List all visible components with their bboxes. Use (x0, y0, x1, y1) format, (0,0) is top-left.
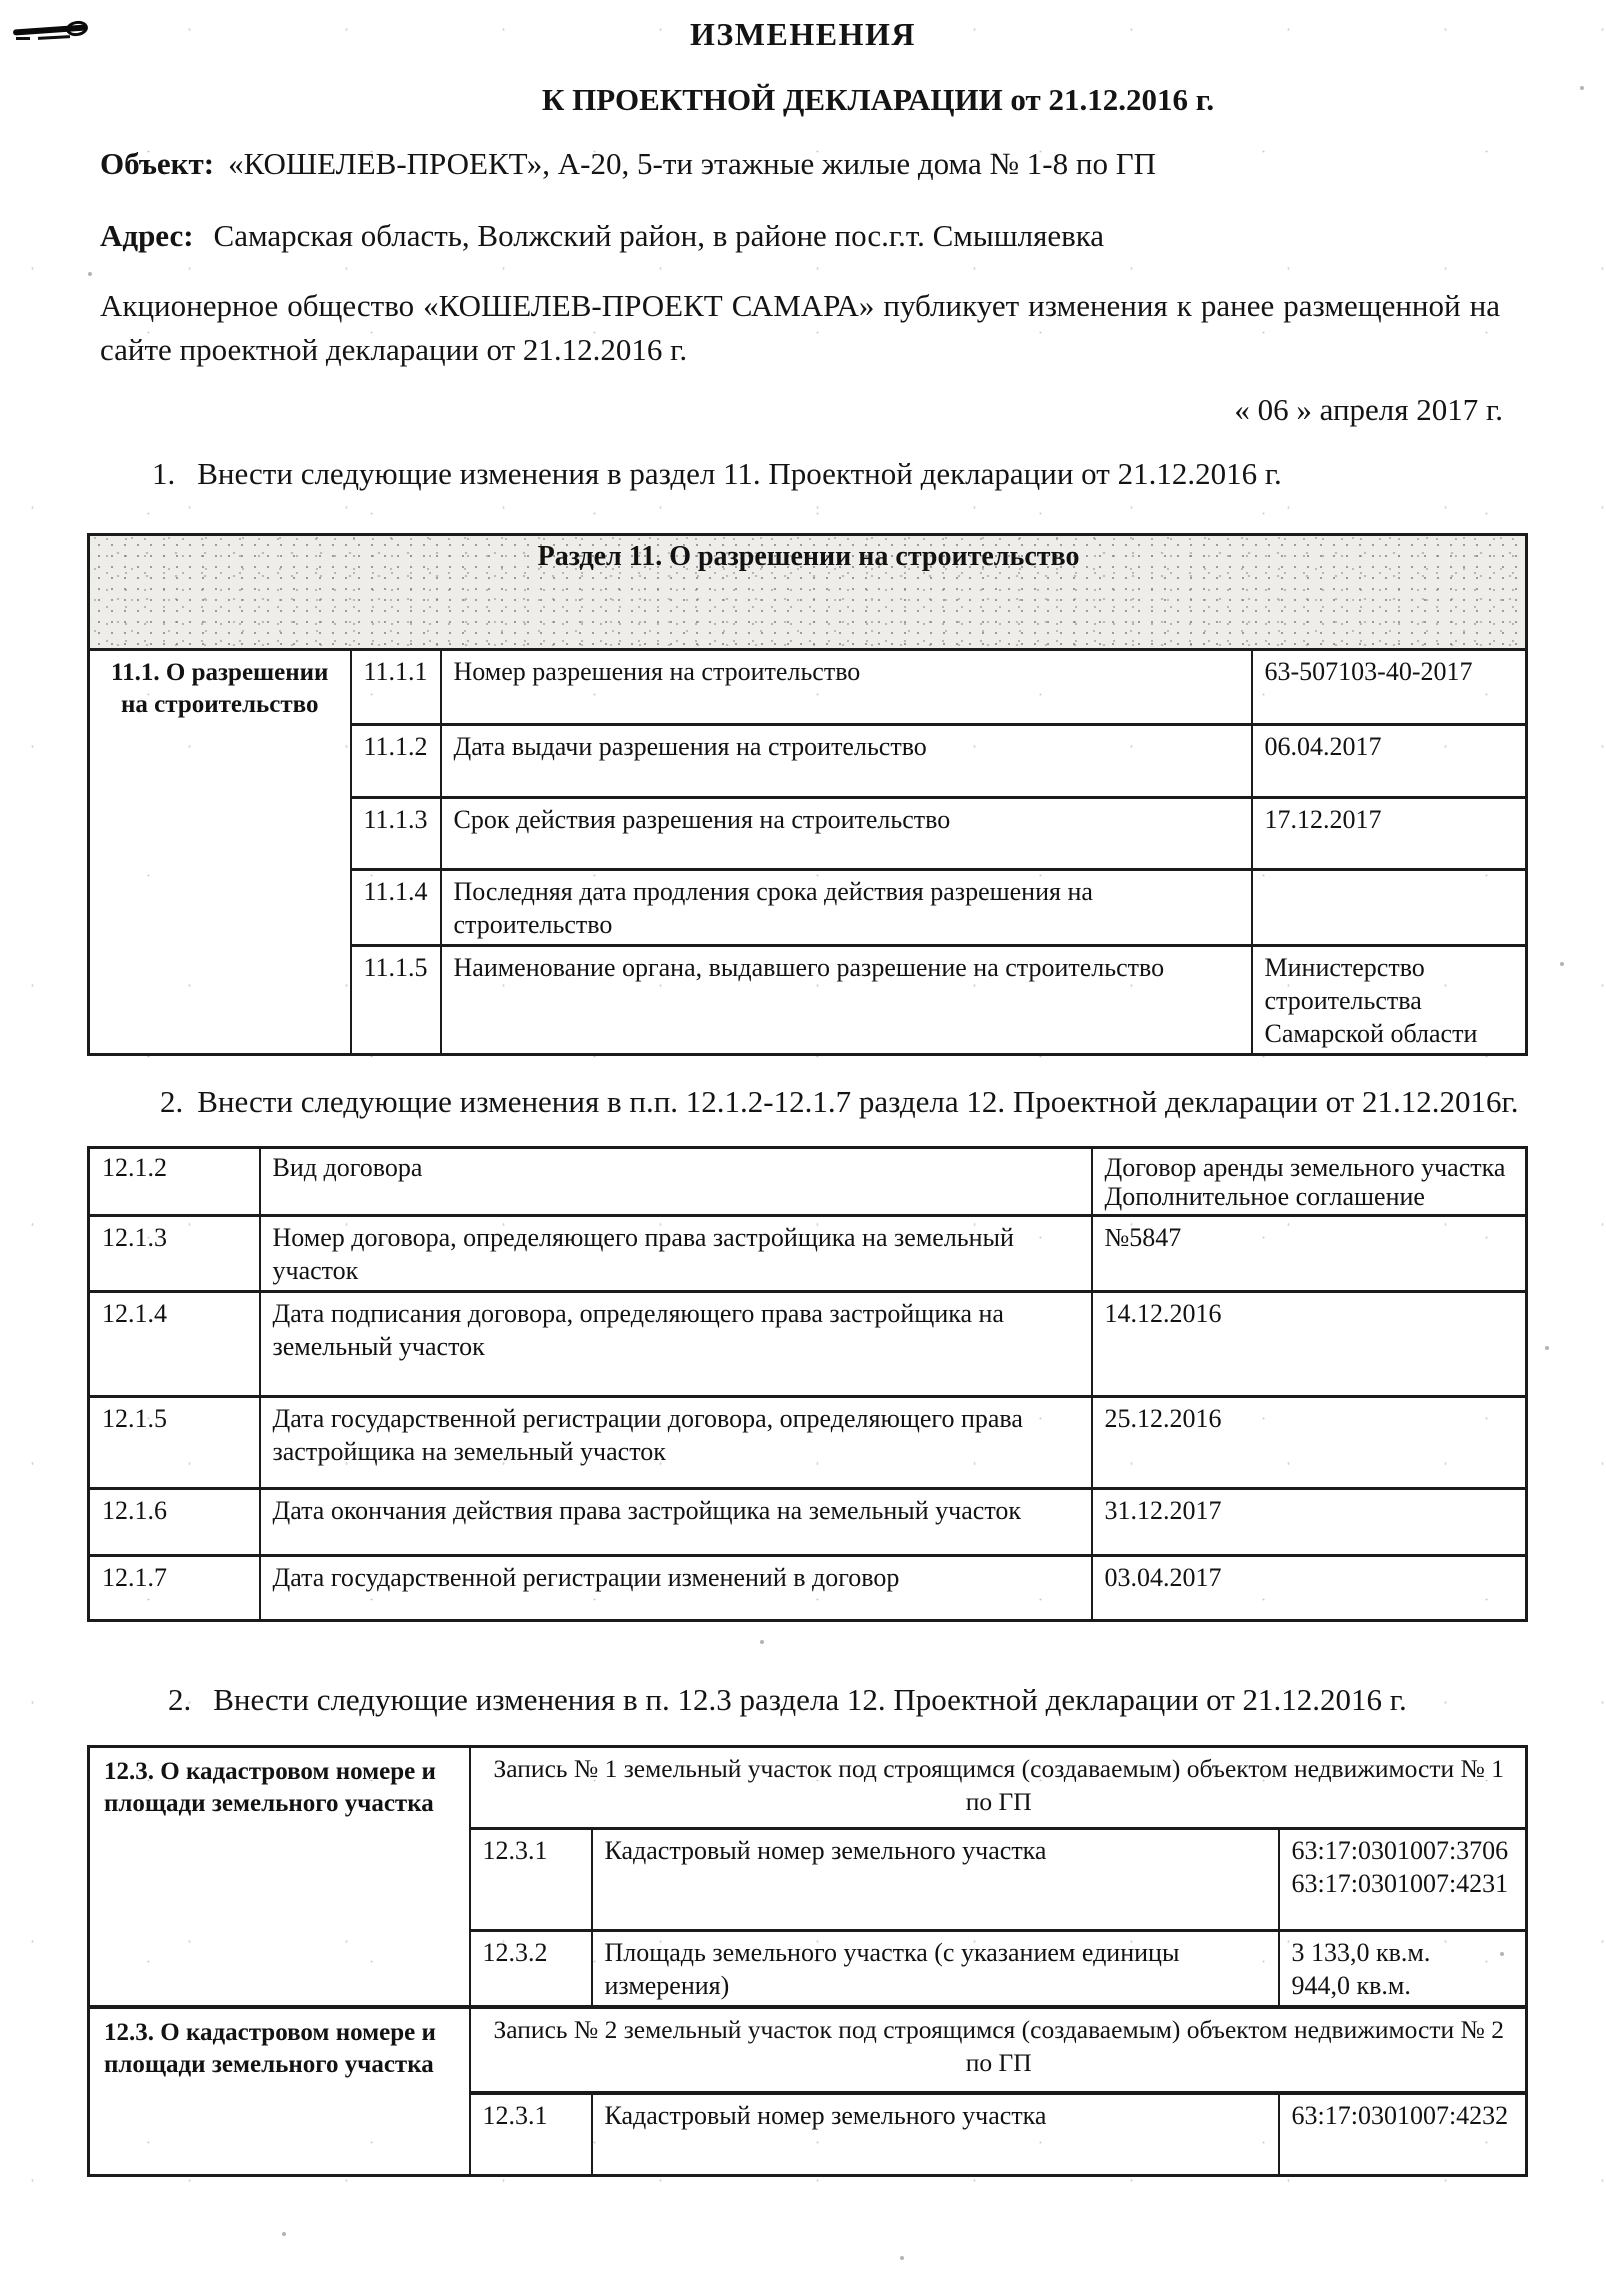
row-group-label-cell: 12.3. О кадастровом номере и площади земельного участка (89, 1747, 470, 2008)
table-row (89, 1216, 1527, 1292)
doc-subtitle: К ПРОЕКТНОЙ ДЕКЛАРАЦИИ от 21.12.2016 г. (541, 82, 1215, 117)
row-number-cell: 12.1.6 (89, 1489, 260, 1556)
value-line: Дополнительное соглашение (1104, 1182, 1425, 1211)
row-label-cell: Срок действия разрешения на строительство (441, 798, 1252, 870)
value-line: 14.12.2016 (1104, 1299, 1222, 1328)
scan-speck (760, 1640, 764, 1644)
table-row (89, 1489, 1527, 1556)
row-value-cell: 06.04.2017 (1252, 725, 1527, 798)
value-line: 63:17:0301007:4231 (1291, 1869, 1509, 1898)
table-row (89, 1556, 1527, 1621)
row-label-cell: Номер договора, определяющего права застройщика на земельный участок (260, 1216, 1092, 1292)
address-line (100, 218, 1104, 254)
row-label-cell: Кадастровый номер земельного участка (592, 1829, 1279, 1931)
row-number-cell: 12.1.4 (89, 1292, 260, 1397)
table-row (89, 2007, 1527, 2093)
row-value-cell (1092, 1148, 1527, 1216)
row-value-cell (1252, 870, 1527, 946)
record-header-cell: Запись № 2 земельный участок под строящимся (создаваемым) объектом недвижимости № 2 по ГП (470, 2007, 1527, 2093)
row-label-cell: Вид договора (260, 1148, 1092, 1216)
row-value-cell (1092, 1216, 1527, 1292)
row-value-cell (1092, 1292, 1527, 1397)
value-line: 944,0 кв.м. (1291, 1971, 1411, 2000)
row-value-cell (1092, 1556, 1527, 1621)
row-label-cell: Дата подписания договора, определяющего права застройщика на земельный участок (260, 1292, 1092, 1397)
object-label: Объект: (100, 146, 215, 181)
row-label-cell: Дата выдачи разрешения на строительство (441, 725, 1252, 798)
scan-speck (1580, 86, 1584, 90)
row-number-cell: 11.1.5 (351, 946, 441, 1055)
scan-speck (88, 272, 92, 276)
row-value-cell: 17.12.2017 (1252, 798, 1527, 870)
list-item-2-text: Внести следующие изменения в п.п. 12.1.2-12.1.7 раздела 12. Проектной декларации от 21.12.2016г. (197, 1084, 1519, 1119)
table-row (89, 650, 1527, 725)
row-label-cell: Дата государственной регистрации изменений в договор (260, 1556, 1092, 1621)
row-label-cell: Дата государственной регистрации договора, определяющего права застройщика на земельный участок (260, 1397, 1092, 1489)
row-number-cell: 12.3.2 (470, 1931, 592, 2008)
row-value-cell (1279, 2093, 1527, 2175)
row-group-label-cell: 12.3. О кадастровом номере и площади земельного участка (89, 2007, 470, 2175)
section11-header-cell: Раздел 11. О разрешении на строительство (89, 535, 1527, 650)
list-item-3-text: Внести следующие изменения в п. 12.3 раздела 12. Проектной декларации от 21.12.2016 г. (213, 1682, 1407, 1717)
row-group-label-cell: 11.1. О разрешении на строительство (89, 650, 351, 1055)
value-line: №5847 (1104, 1223, 1182, 1252)
list-item-1-number: 1. (152, 456, 176, 491)
row-number-cell: 12.1.2 (89, 1148, 260, 1216)
row-label-cell: Наименование органа, выдавшего разрешение на строительство (441, 946, 1252, 1055)
value-line: 63:17:0301007:3706 (1291, 1836, 1509, 1865)
row-number-cell: 11.1.4 (351, 870, 441, 946)
record-header-cell: Запись № 1 земельный участок под строящимся (создаваемым) объектом недвижимости № 1 по ГП (470, 1747, 1527, 1829)
table-row (89, 1397, 1527, 1489)
table-row (89, 1747, 1527, 1829)
record-block-2 (89, 2007, 1527, 2175)
scan-speck (900, 2256, 904, 2260)
list-item-2 (160, 1084, 1518, 1120)
object-line (100, 146, 1156, 182)
value-line: 25.12.2016 (1104, 1404, 1222, 1433)
record-block-1 (89, 1747, 1527, 2008)
row-label-cell: Кадастровый номер земельного участка (592, 2093, 1279, 2175)
row-number-cell: 12.1.3 (89, 1216, 260, 1292)
row-number-cell: 12.1.5 (89, 1397, 260, 1489)
list-item-3 (168, 1682, 1407, 1718)
row-value-cell: Министерство строительства Самарской области (1252, 946, 1527, 1055)
list-item-2-number: 2. (160, 1084, 184, 1119)
row-value-cell (1279, 1931, 1527, 2008)
date-line: « 06 » апреля 2017 г. (1234, 392, 1503, 427)
row-number-cell: 11.1.1 (351, 650, 441, 725)
value-line: 31.12.2017 (1104, 1496, 1222, 1525)
row-value-cell (1279, 1829, 1527, 1931)
value-line: 03.04.2017 (1104, 1563, 1222, 1592)
doc-title: ИЗМЕНЕНИЯ (690, 16, 916, 52)
row-label-cell: Дата окончания действия права застройщика на земельный участок (260, 1489, 1092, 1556)
scan-speck (1500, 1952, 1504, 1956)
table-row (89, 1148, 1527, 1216)
scan-speck (1545, 1346, 1549, 1350)
row-number-cell: 11.1.2 (351, 725, 441, 798)
address-value: Самарская область, Волжский район, в районе пос.г.т. Смышляевка (213, 218, 1105, 253)
row-number-cell: 12.3.1 (470, 2093, 592, 2175)
row-number-cell: 11.1.3 (351, 798, 441, 870)
intro-paragraph: Акционерное общество «КОШЕЛЕВ-ПРОЕКТ САМАРА» публикует изменения к ранее размещенной на сайте проектной декларации от 21.12.2016 г. (100, 288, 1500, 367)
row-value-cell (1092, 1489, 1527, 1556)
row-number-cell: 12.1.7 (89, 1556, 260, 1621)
table-header-row (89, 535, 1527, 650)
value-line: 63:17:0301007:4232 (1291, 2101, 1509, 2130)
list-item-1 (152, 456, 1282, 492)
section12-3-table (87, 1745, 1528, 2177)
section12-1-table (87, 1146, 1528, 1622)
object-value: «КОШЕЛЕВ-ПРОЕКТ», А-20, 5-ти этажные жилые дома № 1-8 по ГП (228, 146, 1157, 181)
row-value-cell: 63-507103-40-2017 (1252, 650, 1527, 725)
row-number-cell: 12.3.1 (470, 1829, 592, 1931)
row-label-cell: Номер разрешения на строительство (441, 650, 1252, 725)
row-label-cell: Площадь земельного участка (с указанием единицы измерения) (592, 1931, 1279, 2008)
list-item-3-number: 2. (168, 1682, 192, 1717)
table-row (89, 1292, 1527, 1397)
scan-speck (282, 2232, 286, 2236)
row-label-cell: Последняя дата продления срока действия разрешения на строительство (441, 870, 1252, 946)
address-label: Адрес: (100, 218, 194, 253)
value-line: 3 133,0 кв.м. (1291, 1938, 1431, 1967)
scan-speck (1560, 962, 1564, 966)
section11-table (87, 533, 1528, 1056)
list-item-1-text: Внести следующие изменения в раздел 11. Проектной декларации от 21.12.2016 г. (197, 456, 1282, 491)
row-value-cell (1092, 1397, 1527, 1489)
value-line: Договор аренды земельного участка (1104, 1153, 1506, 1182)
